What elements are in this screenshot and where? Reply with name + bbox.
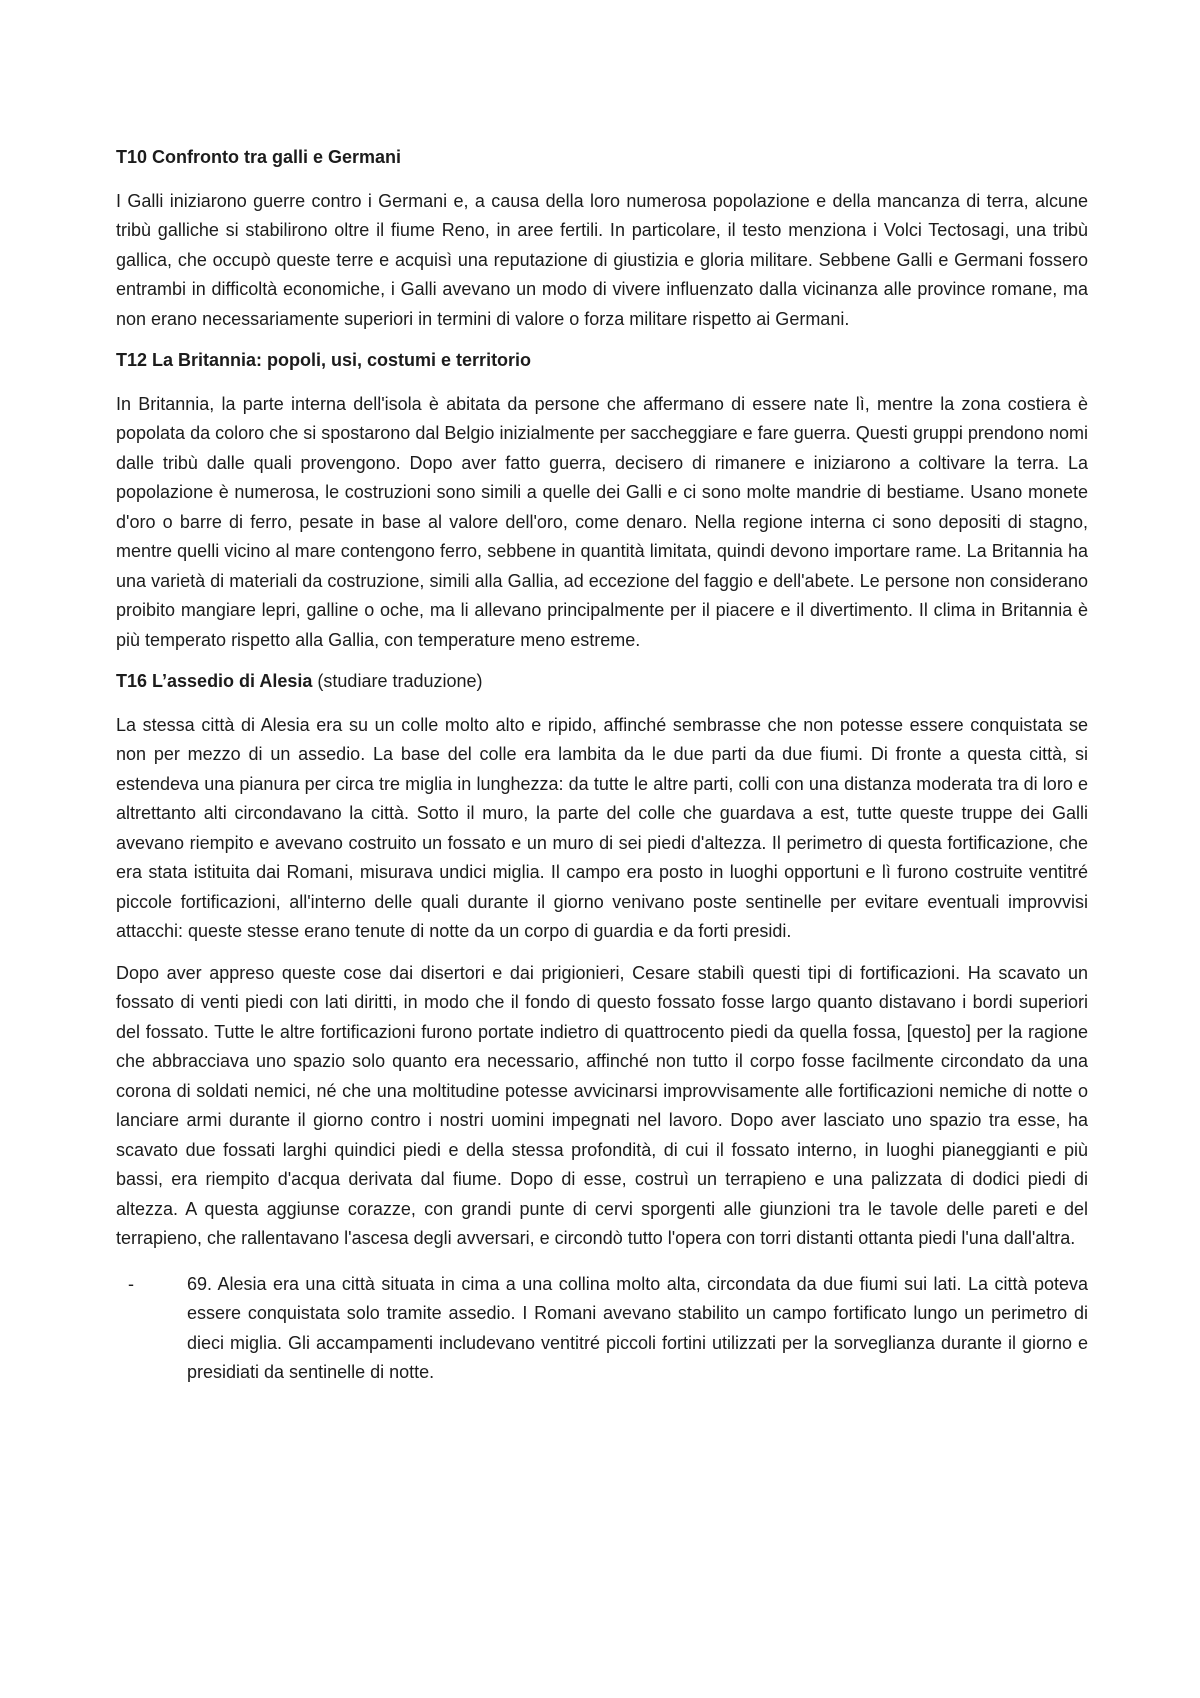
- paragraph-t10-1: I Galli iniziarono guerre contro i Germani e, a causa della loro numerosa popolazione e della mancanza di terra, alcune tribù galliche si stabilirono oltre il fiume Reno, in aree fertili. In particolare, il testo menziona i Volci Tectosagi, una tribù gallica, che occupò queste terre e acquisì una reputazione di giustizia e gloria militare. Sebbene Galli e Germani fossero entrambi in difficoltà economiche, i Galli avevano un modo di vivere influenzato dalla vicinanza alle province romane, ma non erano necessariamente superiori in termini di valore o forza militare rispetto ai Germani.: [116, 190, 1088, 329]
- paragraph-t12-1: In Britannia, la parte interna dell'isola è abitata da persone che affermano di essere nate lì, mentre la zona costiera è popolata da coloro che si spostarono dal Belgio inizialmente per saccheggiare e fare guerra. Questi gruppi prendono nomi dalle tribù dalle quali provengono. Dopo aver fatto guerra, decisero di rimanere e iniziarono a coltivare la terra. La popolazione è numerosa, le costruzioni sono simili a quelle dei Galli e ci sono molte mandrie di bestiame. Usano monete d'oro o barre di ferro, pesate in base al valore dell'oro, come denaro. Nella regione interna ci sono depositi di stagno, mentre quelli vicino al mare contengono ferro, sebbene in quantità limitata, quindi devono importare rame. La Britannia ha una varietà di materiali da costruzione, simili alla Gallia, ad eccezione del faggio e dell'abete. Le persone non considerano proibito mangiare lepri, galline o oche, ma li allevano principalmente per il piacere e il divertimento. Il clima in Britannia è più temperato rispetto alla Gallia, con temperature meno estreme.: [116, 393, 1088, 650]
- section-heading-t16: [116, 667, 1088, 697]
- heading-text: T10 Confronto tra galli e Germani: [116, 147, 402, 167]
- bullet-marker: -: [128, 1273, 134, 1294]
- document-page: [116, 143, 1088, 1388]
- list-item: [116, 1270, 1088, 1388]
- paragraph-t16-2: Dopo aver appreso queste cose dai disertori e dai prigionieri, Cesare stabilì questi tipi di fortificazioni. Ha scavato un fossato di venti piedi con lati diritti, in modo che il fondo di questo fossato fosse largo quanto distavano i bordi superiori del fossato. Tutte le altre fortificazioni furono portate indietro di quattrocento piedi da quella fossa, [questo] per la ragione che abbracciava uno spazio solo quanto era necessario, affinché non tutto il corpo fosse facilmente circondato da una corona di soldati nemici, né che una moltitudine potesse avvicinarsi improvvisamente alle fortificazioni nemiche di notte o lanciare armi durante il giorno contro i nostri uomini impegnati nel lavoro. Dopo aver lasciato uno spazio tra esse, ha scavato due fossati larghi quindici piedi e della stessa profondità, di cui il fossato interno, in luoghi pianeggianti e più bassi, era riempito d'acqua derivata dal fiume. Dopo di esse, costruì un terrapieno e una palizzata di dodici piedi di altezza. A questa aggiunse corazze, con grandi punte di cervi sporgenti alle giunzioni tra le tavole delle pareti e del terrapieno, che rallentavano l'ascesa degli avversari, e circondò tutto l'opera con torri distanti ottanta piedi l'una dall'altra.: [116, 962, 1088, 1248]
- paragraph-t16-1: La stessa città di Alesia era su un colle molto alto e ripido, affinché sembrasse che non potesse essere conquistata se non per mezzo di un assedio. La base del colle era lambita da le due parti da due fiumi. Di fronte a questa città, si estendeva una pianura per circa tre miglia in lunghezza: da tutte le altre parti, colli con una distanza moderata tra di loro e altrettanto alti circondavano la città. Sotto il muro, la parte del colle che guardava a est, tutte queste truppe dei Galli avevano riempito e avevano costruito un fossato e un muro di sei piedi d'altezza. Il perimetro di questa fortificazione, che era stata istituita dai Romani, misurava undici miglia. Il campo era posto in luoghi opportuni e lì furono costruite ventitré piccole fortificazioni, all'interno delle quali durante il giorno venivano poste sentinelle per evitare eventuali improvvisi attacchi: queste stesse erano tenute di notte da un corpo di guardia e da forti presidi.: [116, 714, 1088, 941]
- heading-text: T12 La Britannia: popoli, usi, costumi e territorio: [116, 350, 532, 370]
- section-heading-t10: [116, 143, 1088, 173]
- section-heading-t12: [116, 346, 1088, 376]
- heading-text: T16 L’assedio di Alesia: [116, 671, 313, 691]
- heading-note: (studiare traduzione): [312, 671, 483, 691]
- bullet-list: [116, 1270, 1088, 1388]
- list-item-text: 69. Alesia era una città situata in cima a una collina molto alta, circondata da due fiumi sui lati. La città poteva essere conquistata solo tramite assedio. I Romani avevano stabilito un campo fortificato lungo un perimetro di dieci miglia. Gli accampamenti includevano ventitré piccoli fortini utilizzati per la sorveglianza durante il giorno e presidiati da sentinelle di notte.: [187, 1273, 1088, 1382]
